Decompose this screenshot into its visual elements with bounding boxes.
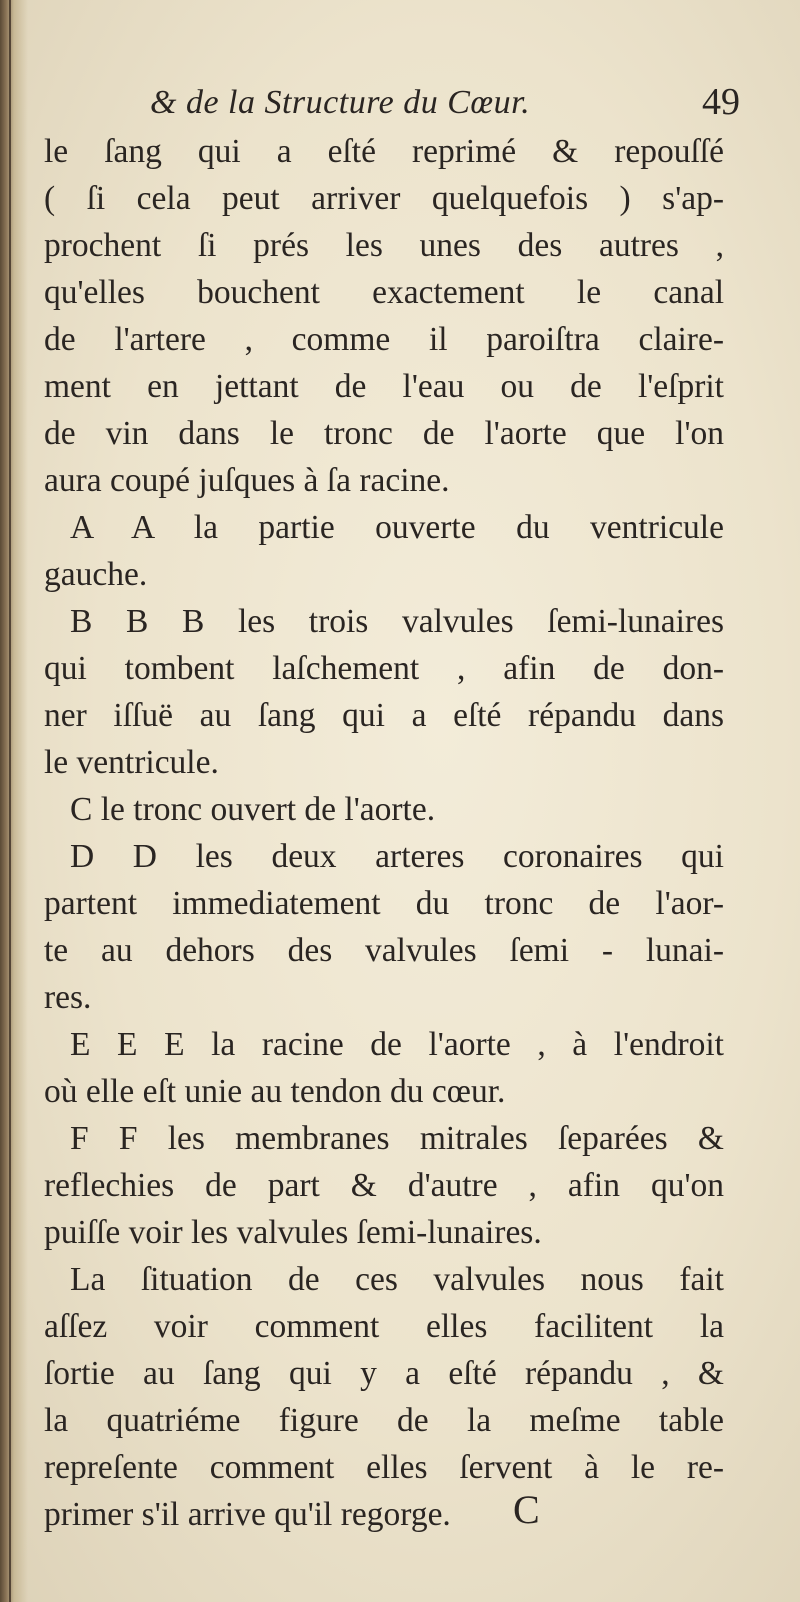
text-line: la quatriéme figure de la meſme table <box>44 1402 724 1439</box>
paragraph-start: La ſituation de ces valvules nous fait <box>70 1261 724 1298</box>
running-head: & de la Structure du Cœur. <box>150 84 531 121</box>
text-line: le ventricule. <box>44 744 219 781</box>
text-line: partent immediatement du tronc de l'aor- <box>44 885 724 922</box>
text-line: res. <box>44 979 92 1016</box>
text-line: reflechies de part & d'autre , afin qu'on <box>44 1167 724 1204</box>
page-number: 49 <box>702 81 740 123</box>
text-line: aſſez voir comment elles facilitent la <box>44 1308 724 1345</box>
text-line: de l'artere , comme il paroiſtra claire- <box>44 321 724 358</box>
text-line: qui tombent laſchement , afin de don- <box>44 650 724 687</box>
legend-entry-b: B B B les trois valvules ſemi-lunaires <box>70 603 724 640</box>
text-line: ment en jettant de l'eau ou de l'eſprit <box>44 368 724 405</box>
text-line: puiſſe voir les valvules ſemi-lunaires. <box>44 1214 542 1251</box>
legend-entry-f: F F les membranes mitrales ſeparées & <box>70 1120 724 1157</box>
text-line: ſortie au ſang qui y a eſté répandu , & <box>44 1355 724 1392</box>
text-line: qu'elles bouchent exactement le canal <box>44 274 724 311</box>
text-line: où elle eſt unie au tendon du cœur. <box>44 1073 506 1110</box>
text-line: te au dehors des valvules ſemi - lunai- <box>44 932 724 969</box>
legend-entry-c: C le tronc ouvert de l'aorte. <box>70 791 436 828</box>
legend-entry-d: D D les deux arteres coronaires qui <box>70 838 724 875</box>
signature-mark: C <box>513 1487 540 1532</box>
text-line: prochent ſi prés les unes des autres , <box>44 227 724 264</box>
binding-gutter <box>0 0 28 1602</box>
text-line: le ſang qui a eſté reprimé & repouſſé <box>44 133 724 170</box>
text-line: aura coupé juſques à ſa racine. <box>44 462 450 499</box>
text-line: ( ſi cela peut arriver quelquefois ) s'ap- <box>44 180 724 217</box>
text-line: repreſente comment elles ſervent à le re- <box>44 1449 724 1486</box>
binding-edge <box>9 0 11 1602</box>
text-line: primer s'il arrive qu'il regorge. <box>44 1496 451 1533</box>
text-line: ner iſſuë au ſang qui a eſté répandu dans <box>44 697 724 734</box>
legend-entry-e: E E E la racine de l'aorte , à l'endroit <box>70 1026 724 1063</box>
legend-entry-a: A A la partie ouverte du ventricule <box>70 509 724 546</box>
text-line: gauche. <box>44 556 148 593</box>
body-text <box>44 128 724 1538</box>
text-line: de vin dans le tronc de l'aorte que l'on <box>44 415 724 452</box>
